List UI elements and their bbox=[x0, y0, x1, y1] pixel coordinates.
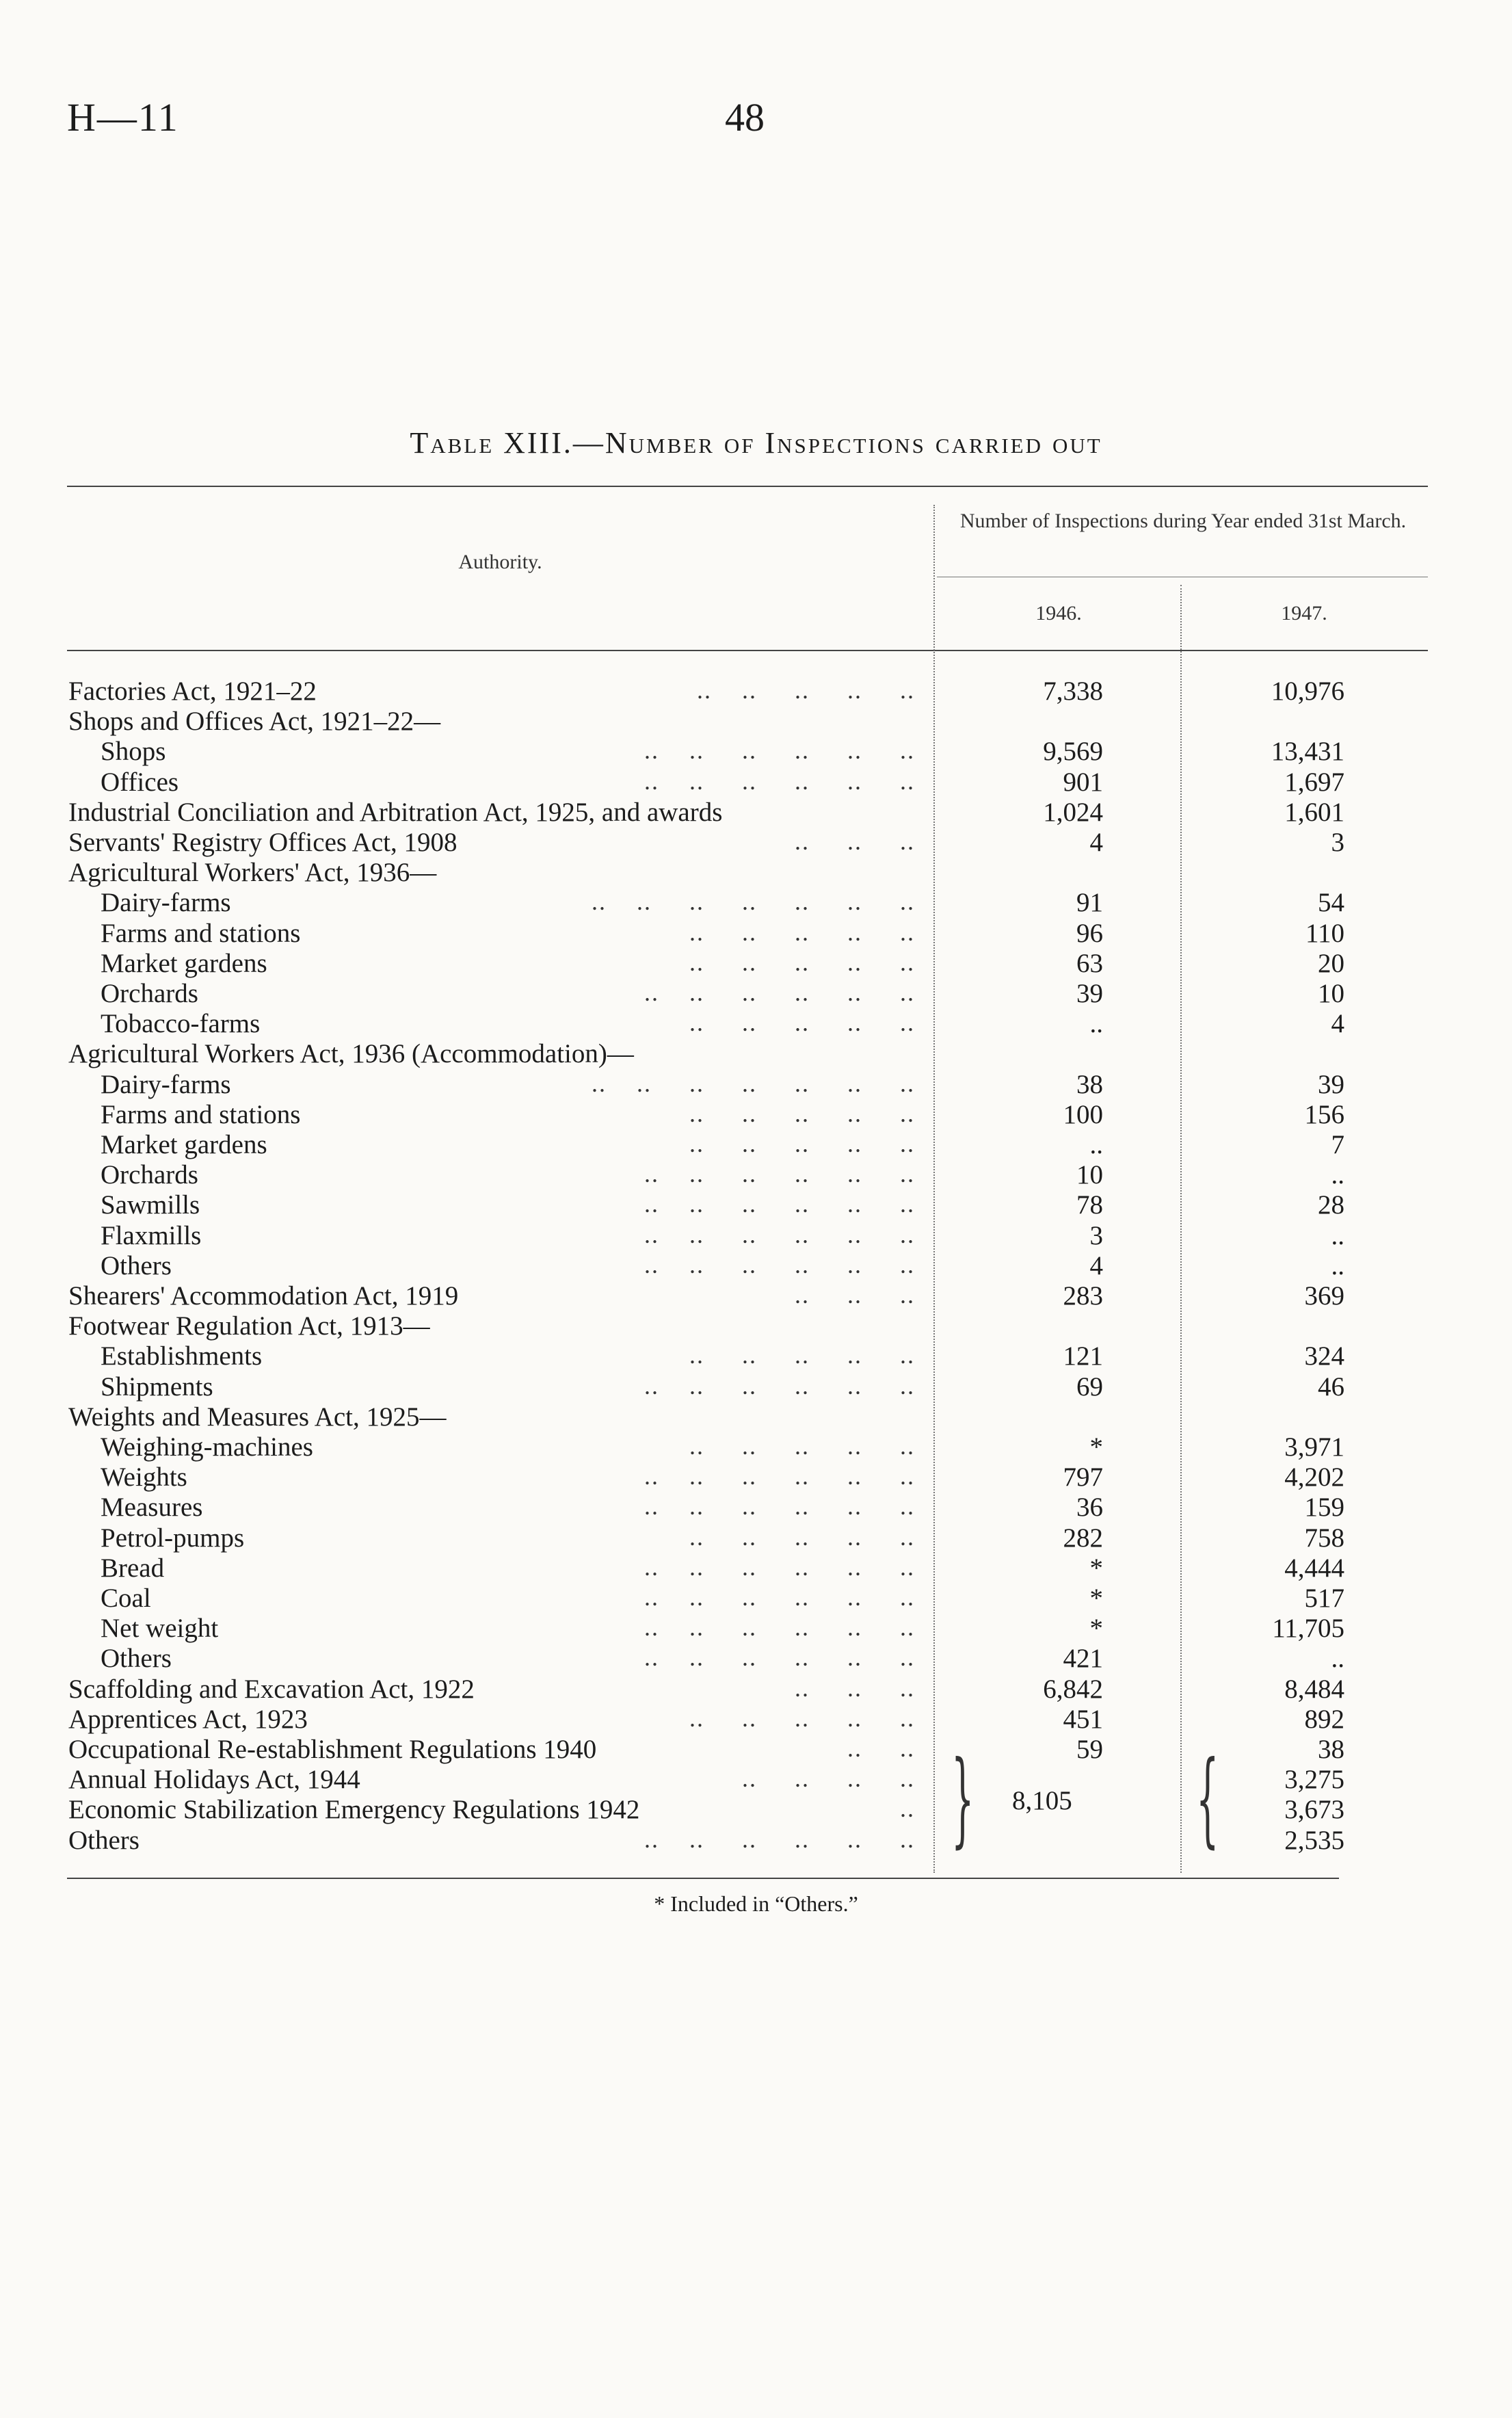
value-1947: 8,484 bbox=[1284, 1674, 1344, 1704]
leader-dots: .. .. .. bbox=[795, 1281, 915, 1309]
brace-1947: { bbox=[1196, 1739, 1219, 1858]
leader-dots: .. .. .. .. .. .. .. bbox=[592, 1069, 915, 1097]
value-1946: 4 bbox=[1089, 828, 1103, 857]
brace-1946: } bbox=[951, 1739, 974, 1858]
table-footnote: * Included in “Others.” bbox=[654, 1891, 858, 1916]
table-row bbox=[0, 1764, 1512, 1794]
value-1946: 69 bbox=[1076, 1371, 1103, 1402]
value-1946: 901 bbox=[1063, 767, 1103, 797]
table-row bbox=[0, 1553, 1512, 1583]
table-row bbox=[0, 1069, 1512, 1099]
value-1947: 1,601 bbox=[1284, 797, 1344, 827]
table-row bbox=[0, 1129, 1512, 1159]
row-label: Sawmills bbox=[101, 1190, 200, 1220]
table-row bbox=[0, 1341, 1512, 1371]
leader-dots: .. .. .. .. .. .. bbox=[644, 1190, 915, 1218]
value-1947: 4 bbox=[1331, 1009, 1344, 1039]
value-1947: 2,535 bbox=[1284, 1825, 1344, 1855]
value-1946: * bbox=[1089, 1432, 1103, 1462]
value-1947: 159 bbox=[1304, 1493, 1344, 1523]
value-1946: 4 bbox=[1089, 1250, 1103, 1280]
value-1947: 11,705 bbox=[1272, 1614, 1344, 1644]
table-row bbox=[0, 827, 1512, 857]
leader-dots: .. .. .. .. .. bbox=[689, 1704, 915, 1732]
row-label: Market gardens bbox=[101, 948, 267, 978]
table-row bbox=[0, 1734, 1512, 1764]
page-number: 48 bbox=[725, 95, 765, 140]
table-row bbox=[0, 1250, 1512, 1280]
leader-dots: .. .. .. .. .. bbox=[697, 676, 915, 704]
row-label: Farms and stations bbox=[101, 918, 301, 948]
table-row bbox=[0, 887, 1512, 917]
leader-dots: .. .. bbox=[847, 1735, 915, 1762]
value-1947: 156 bbox=[1304, 1099, 1344, 1129]
row-label: Weights bbox=[101, 1462, 187, 1493]
table-row bbox=[0, 706, 1512, 736]
leader-dots: .. .. .. .. .. .. bbox=[644, 1825, 915, 1853]
value-1946: * bbox=[1089, 1553, 1103, 1583]
row-label: Orchards bbox=[101, 979, 198, 1008]
table-row bbox=[0, 767, 1512, 797]
row-label: Scaffolding and Excavation Act, 1922 bbox=[68, 1674, 475, 1704]
leader-dots: .. bbox=[900, 1795, 915, 1823]
table-row bbox=[0, 1190, 1512, 1220]
row-label: Establishments bbox=[101, 1341, 263, 1371]
value-1946: 39 bbox=[1076, 979, 1103, 1008]
value-1947: 892 bbox=[1304, 1704, 1344, 1734]
row-label: Offices bbox=[101, 767, 179, 797]
row-label: Flaxmills bbox=[101, 1220, 202, 1250]
value-1946: 91 bbox=[1076, 888, 1103, 918]
leader-dots: .. .. .. .. .. .. bbox=[644, 1493, 915, 1521]
table-row bbox=[0, 676, 1512, 706]
value-1947: 369 bbox=[1304, 1281, 1344, 1311]
table-bottom-rule bbox=[67, 1878, 1339, 1879]
row-label: Shipments bbox=[101, 1371, 213, 1402]
row-label: Bread bbox=[101, 1553, 165, 1583]
leader-dots: .. .. .. .. .. .. bbox=[644, 1583, 915, 1611]
value-1946: 282 bbox=[1063, 1523, 1103, 1553]
value-1947: 7 bbox=[1331, 1130, 1344, 1159]
table-top-rule bbox=[67, 486, 1428, 487]
table-row bbox=[0, 797, 1512, 827]
row-label: Factories Act, 1921–22 bbox=[68, 676, 317, 706]
row-label: Market gardens bbox=[101, 1130, 267, 1159]
table-row bbox=[0, 1704, 1512, 1734]
row-label: Agricultural Workers Act, 1936 (Accommodation)— bbox=[68, 1039, 634, 1069]
table-row bbox=[0, 1038, 1512, 1068]
table-title: Table XIII.—Number of Inspections carried out bbox=[410, 426, 1102, 460]
row-label: Economic Stabilization Emergency Regulations 1942 bbox=[68, 1795, 640, 1825]
leader-dots: .. .. .. .. .. .. bbox=[644, 737, 915, 765]
table-row bbox=[0, 1280, 1512, 1311]
table-row bbox=[0, 1099, 1512, 1129]
table-row bbox=[0, 1371, 1512, 1402]
value-1947: .. bbox=[1331, 1250, 1344, 1280]
value-1947: 20 bbox=[1318, 948, 1344, 978]
table-row bbox=[0, 857, 1512, 887]
row-label: Shops and Offices Act, 1921–22— bbox=[68, 707, 441, 737]
value-1947: 38 bbox=[1318, 1735, 1344, 1764]
value-1947: 13,431 bbox=[1271, 737, 1344, 767]
value-1946: 451 bbox=[1063, 1704, 1103, 1734]
leader-dots: .. .. .. .. .. .. bbox=[644, 1553, 915, 1581]
value-1946: 9,569 bbox=[1043, 737, 1103, 767]
value-1947: .. bbox=[1331, 1160, 1344, 1190]
leader-dots: .. .. .. .. .. bbox=[689, 1099, 915, 1127]
value-1947: 4,444 bbox=[1284, 1553, 1344, 1583]
row-label: Farms and stations bbox=[101, 1099, 301, 1129]
table-row bbox=[0, 1008, 1512, 1038]
combined-value-1946: 8,105 bbox=[1012, 1786, 1072, 1815]
table-row bbox=[0, 1583, 1512, 1613]
page-code: H—11 bbox=[67, 95, 179, 140]
table-row bbox=[0, 1311, 1512, 1341]
value-1946: 283 bbox=[1063, 1281, 1103, 1311]
value-1946: 59 bbox=[1076, 1735, 1103, 1764]
row-label: Others bbox=[68, 1825, 140, 1855]
leader-dots: .. .. .. .. .. bbox=[689, 1432, 915, 1460]
value-1946: * bbox=[1089, 1614, 1103, 1644]
leader-dots: .. .. .. .. .. .. bbox=[644, 1462, 915, 1490]
value-1946: 96 bbox=[1076, 918, 1103, 948]
leader-dots: .. .. .. .. bbox=[742, 1765, 915, 1793]
row-label: Coal bbox=[101, 1583, 151, 1613]
header-bottom-rule bbox=[67, 650, 1428, 651]
table-row bbox=[0, 1794, 1512, 1824]
leader-dots: .. .. .. .. .. .. bbox=[644, 767, 915, 795]
row-label: Shearers' Accommodation Act, 1919 bbox=[68, 1281, 459, 1311]
value-1947: 10 bbox=[1318, 979, 1344, 1008]
table-row bbox=[0, 1159, 1512, 1190]
table-row bbox=[0, 1825, 1512, 1855]
table-row bbox=[0, 1674, 1512, 1704]
leader-dots: .. .. .. .. .. bbox=[689, 918, 915, 946]
year-1947-header: 1947. bbox=[1281, 602, 1327, 625]
value-1946: 797 bbox=[1063, 1462, 1103, 1493]
row-label: Shops bbox=[101, 737, 166, 767]
table-row bbox=[0, 1462, 1512, 1492]
inspections-group-header: Number of Inspections during Year ended 31st March. bbox=[959, 510, 1407, 532]
row-label: Agricultural Workers' Act, 1936— bbox=[68, 858, 437, 888]
row-label: Weights and Measures Act, 1925— bbox=[68, 1402, 447, 1432]
table-row bbox=[0, 1492, 1512, 1522]
leader-dots: .. .. .. .. .. bbox=[689, 1130, 915, 1157]
leader-dots: .. .. .. .. .. .. bbox=[644, 1371, 915, 1399]
value-1947: 3,971 bbox=[1284, 1432, 1344, 1462]
row-label: Weighing-machines bbox=[101, 1432, 313, 1462]
value-1947: 28 bbox=[1318, 1190, 1344, 1220]
table-row bbox=[0, 736, 1512, 766]
value-1946: 36 bbox=[1076, 1493, 1103, 1523]
table-row bbox=[0, 978, 1512, 1008]
table-row bbox=[0, 1613, 1512, 1643]
value-1947: 1,697 bbox=[1284, 767, 1344, 797]
row-label: Dairy-farms bbox=[101, 1069, 231, 1099]
leader-dots: .. .. .. .. .. .. .. bbox=[592, 888, 915, 916]
table-row bbox=[0, 1402, 1512, 1432]
row-label: Net weight bbox=[101, 1614, 219, 1644]
value-1947: 3,275 bbox=[1284, 1765, 1344, 1795]
value-1946: * bbox=[1089, 1583, 1103, 1613]
year-1946-header: 1946. bbox=[1035, 602, 1082, 625]
row-label: Apprentices Act, 1923 bbox=[68, 1704, 308, 1734]
value-1946: .. bbox=[1089, 1130, 1103, 1159]
value-1947: 10,976 bbox=[1271, 676, 1344, 706]
value-1947: 758 bbox=[1304, 1523, 1344, 1553]
value-1947: 46 bbox=[1318, 1371, 1344, 1402]
value-1947: 517 bbox=[1304, 1583, 1344, 1613]
row-label: Orchards bbox=[101, 1160, 198, 1190]
row-label: Others bbox=[101, 1250, 172, 1280]
leader-dots: .. .. .. .. .. bbox=[689, 1341, 915, 1369]
table-row bbox=[0, 918, 1512, 948]
value-1946: 7,338 bbox=[1043, 676, 1103, 706]
leader-dots: .. .. .. bbox=[795, 828, 915, 855]
row-label: Measures bbox=[101, 1493, 203, 1523]
leader-dots: .. .. .. .. .. .. bbox=[644, 1250, 915, 1278]
value-1946: .. bbox=[1089, 1009, 1103, 1039]
leader-dots: .. .. .. .. .. .. bbox=[644, 1160, 915, 1188]
value-1947: 110 bbox=[1305, 918, 1344, 948]
value-1946: 78 bbox=[1076, 1190, 1103, 1220]
row-label: Footwear Regulation Act, 1913— bbox=[68, 1311, 430, 1341]
leader-dots: .. .. .. .. .. bbox=[689, 948, 915, 976]
row-label: Industrial Conciliation and Arbitration Act, 1925, and awards bbox=[68, 797, 723, 827]
table-row bbox=[0, 1523, 1512, 1553]
leader-dots: .. .. .. .. .. .. bbox=[644, 1220, 915, 1248]
leader-dots: .. .. .. .. .. .. bbox=[644, 1644, 915, 1672]
value-1947: 324 bbox=[1304, 1341, 1344, 1371]
row-label: Others bbox=[101, 1644, 172, 1674]
value-1947: 54 bbox=[1318, 888, 1344, 918]
leader-dots: .. .. .. .. .. .. bbox=[644, 1614, 915, 1642]
table-row bbox=[0, 948, 1512, 978]
row-label: Petrol-pumps bbox=[101, 1523, 245, 1553]
leader-dots: .. .. .. .. .. .. bbox=[644, 979, 915, 1006]
value-1947: 39 bbox=[1318, 1069, 1344, 1099]
value-1946: 38 bbox=[1076, 1069, 1103, 1099]
table-row bbox=[0, 1643, 1512, 1673]
leader-dots: .. .. .. .. .. bbox=[689, 1523, 915, 1551]
value-1946: 10 bbox=[1076, 1160, 1103, 1190]
value-1946: 421 bbox=[1063, 1644, 1103, 1674]
value-1947: 3 bbox=[1331, 828, 1344, 857]
table-row bbox=[0, 1220, 1512, 1250]
value-1946: 121 bbox=[1063, 1341, 1103, 1371]
row-label: Servants' Registry Offices Act, 1908 bbox=[68, 828, 457, 857]
authority-column-header: Authority. bbox=[458, 551, 542, 573]
value-1947: 3,673 bbox=[1284, 1795, 1344, 1825]
value-1947: 4,202 bbox=[1284, 1462, 1344, 1493]
value-1946: 100 bbox=[1063, 1099, 1103, 1129]
value-1947: .. bbox=[1331, 1644, 1344, 1674]
row-label: Occupational Re-establishment Regulations 1940 bbox=[68, 1735, 597, 1764]
leader-dots: .. .. .. .. .. bbox=[689, 1009, 915, 1037]
table-row bbox=[0, 1432, 1512, 1462]
leader-dots: .. .. .. bbox=[795, 1674, 915, 1702]
value-1946: 6,842 bbox=[1043, 1674, 1103, 1704]
value-1946: 3 bbox=[1089, 1220, 1103, 1250]
row-label: Annual Holidays Act, 1944 bbox=[68, 1765, 360, 1795]
row-label: Tobacco-farms bbox=[101, 1009, 261, 1039]
value-1947: .. bbox=[1331, 1220, 1344, 1250]
value-1946: 63 bbox=[1076, 948, 1103, 978]
row-label: Dairy-farms bbox=[101, 888, 231, 918]
value-1946: 1,024 bbox=[1043, 797, 1103, 827]
